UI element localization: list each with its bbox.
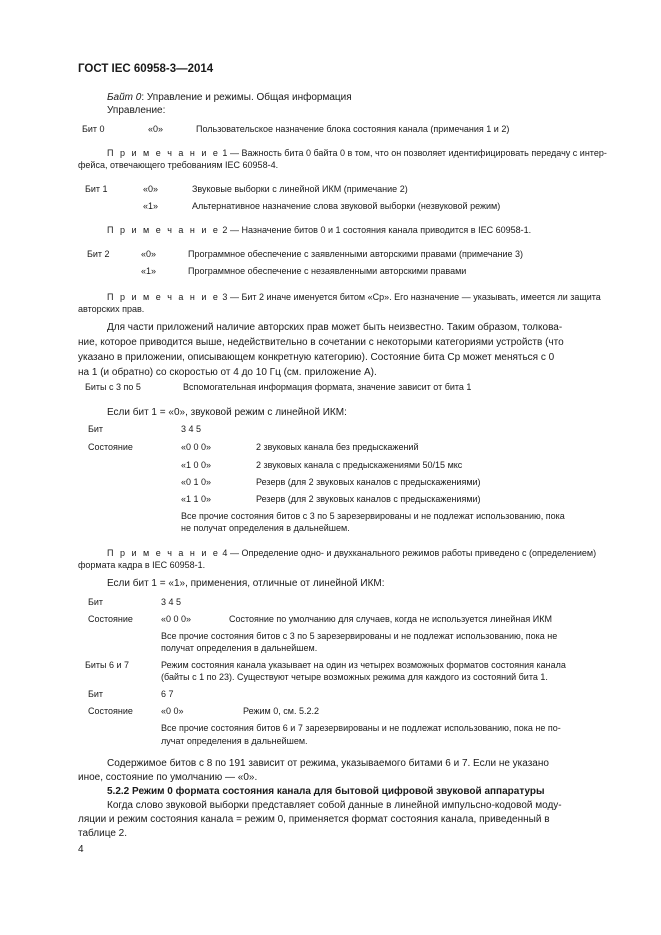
- if-bit1-0-reserved-line2: не получат определения в дальнейшем.: [181, 523, 350, 533]
- bit0-value: «0»: [148, 124, 164, 134]
- if-bit1-0-heading: Если бит 1 = «0», звуковой режим с линейной ИКМ:: [107, 407, 347, 418]
- bits67-reserved-line2: лучат определения в дальнейшем.: [161, 736, 308, 746]
- note3-num: 3: [222, 292, 228, 302]
- if-bit1-0-desc-3: Резерв (для 2 звуковых каналов с предыскажениями): [256, 494, 481, 504]
- if-bit1-0-state-label: Состояние: [88, 442, 133, 452]
- copyright-para-line4: на 1 (и обратно) со скоростью от 4 до 10 Гц (см. приложение A).: [78, 367, 377, 378]
- bit0-desc: Пользовательское назначение блока состояния канала (примечания 1 и 2): [196, 124, 510, 134]
- bits67-value: «0 0»: [161, 706, 184, 716]
- note3-label: П р и м е ч а н и е: [107, 292, 220, 302]
- if-bit1-0-value-2: «0 1 0»: [181, 477, 212, 487]
- copyright-para-line3: указано в приложении, описывающем конкретную категорию). Состояние бита Cp может меняться с 0: [78, 352, 555, 363]
- note4-label: П р и м е ч а н и е: [107, 548, 220, 558]
- copyright-para-line2: ние, которое приводится выше, недействительно в сочетании с некоторыми категориями устройств (что: [78, 337, 564, 348]
- bits67-bit-label: Бит: [88, 689, 104, 699]
- bits3to5-label: Биты с 3 по 5: [85, 382, 141, 392]
- bit2-desc-1: Программное обеспечение с незаявленными авторскими правами: [188, 266, 467, 276]
- copyright-para-line1: Для части приложений наличие авторских прав может быть неизвестно. Таким образом, толкова-: [107, 322, 563, 333]
- bits3to5-desc: Вспомогательная информация формата, значение зависит от бита 1: [183, 382, 472, 392]
- note1-num: 1: [222, 148, 228, 158]
- note4-line1: — Определение одно- и двухканального режимов работы приведено с (определением): [229, 548, 597, 558]
- if-bit1-0-desc-0: 2 звуковых канала без предыскажений: [256, 442, 419, 452]
- if-bit1-1-bit-label: Бит: [88, 597, 104, 607]
- bit2-value-0: «0»: [141, 249, 157, 259]
- if-bit1-1-bit-nums: 3 4 5: [161, 597, 182, 607]
- bits67-bit-nums: 6 7: [161, 689, 174, 699]
- page-number: 4: [78, 844, 84, 855]
- if-bit1-0-value-0: «0 0 0»: [181, 442, 212, 452]
- bit1-value-0: «0»: [143, 184, 159, 194]
- if-bit1-0-bit-label: Бит: [88, 424, 104, 434]
- note3-line1: — Бит 2 иначе именуется битом «Cp». Его назначение — указывать, имеется ли защита: [229, 292, 601, 302]
- note1: [107, 148, 607, 158]
- note4-line2: формата кадра в IEC 60958-1.: [78, 560, 206, 570]
- note1-label: П р и м е ч а н и е: [107, 148, 220, 158]
- document-id: ГОСТ IEC 60958-3—2014: [78, 63, 214, 75]
- mode0-para-line3: таблице 2.: [78, 828, 128, 839]
- if-bit1-0-desc-1: 2 звуковых канала с предыскажениями 50/15 мкс: [256, 460, 463, 470]
- note1-line2: фейса, отвечающего требованиям IEC 60958-4.: [78, 160, 279, 170]
- note2: [107, 225, 531, 235]
- note4-num: 4: [222, 548, 228, 558]
- bit1-desc-1: Альтернативное назначение слова звуковой выборки (незвуковой режим): [192, 201, 501, 211]
- bits67-state-label: Состояние: [88, 706, 133, 716]
- bit1-value-1: «1»: [143, 201, 159, 211]
- bits67-line2: (байты с 1 по 23). Существуют четыре возможных режима для каждого из состояний бита 1.: [161, 672, 548, 682]
- note3-line2: авторских прав.: [78, 304, 145, 314]
- bit1-label: Бит 1: [85, 184, 108, 194]
- bit2-value-1: «1»: [141, 266, 157, 276]
- mode0-para-line2: ляции и режим состояния канала = режим 0, применяется формат состояния канала, приведенный в: [78, 814, 550, 825]
- if-bit1-0-value-3: «1 1 0»: [181, 494, 212, 504]
- bits8-para-line2: иное, состояние по умолчанию — «0».: [78, 772, 258, 783]
- note2-label: П р и м е ч а н и е: [107, 225, 220, 235]
- note1-line1: — Важность бита 0 байта 0 в том, что он позволяет идентифицировать передачу с интер-: [229, 148, 607, 158]
- bit2-desc-0: Программное обеспечение с заявленными авторскими правами (примечание 3): [188, 249, 524, 259]
- byte0-title-rest: : Управление и режимы. Общая информация: [141, 92, 352, 103]
- if-bit1-1-desc: Состояние по умолчанию для случаев, когда не используется линейная ИКМ: [229, 614, 552, 624]
- bit2-label: Бит 2: [87, 249, 110, 259]
- bits8-para-line1: Содержимое битов с 8 по 191 зависит от режима, указываемого битами 6 и 7. Если не указано: [107, 758, 549, 769]
- if-bit1-0-bit-nums: 3 4 5: [181, 424, 202, 434]
- byte0-title-italic: Байт 0: [107, 92, 142, 103]
- bit0-label: Бит 0: [82, 124, 105, 134]
- byte0-subtitle: Управление:: [107, 105, 166, 116]
- if-bit1-0-value-1: «1 0 0»: [181, 460, 212, 470]
- mode0-para-line1: Когда слово звуковой выборки представляет собой данные в линейной импульсно-кодовой моду-: [107, 800, 562, 811]
- bits67-line1: Режим состояния канала указывает на один из четырех возможных форматов состояния канала: [161, 660, 566, 670]
- if-bit1-1-value: «0 0 0»: [161, 614, 192, 624]
- if-bit1-0-desc-2: Резерв (для 2 звуковых каналов с предыскажениями): [256, 477, 481, 487]
- byte0-title: [107, 92, 352, 103]
- if-bit1-1-state-label: Состояние: [88, 614, 133, 624]
- bits67-label: Биты 6 и 7: [85, 660, 130, 670]
- bits67-reserved-line1: Все прочие состояния битов 6 и 7 зарезервированы и не подлежат использованию, пока не по-: [161, 723, 561, 733]
- note3: [107, 292, 601, 302]
- note2-num: 2: [222, 225, 228, 235]
- bits67-desc: Режим 0, см. 5.2.2: [243, 706, 319, 716]
- if-bit1-1-reserved-line1: Все прочие состояния битов с 3 по 5 зарезервированы и не подлежат использованию, пока не: [161, 631, 558, 641]
- note2-text: — Назначение битов 0 и 1 состояния канала приводится в IEC 60958-1.: [229, 225, 532, 235]
- bit1-desc-0: Звуковые выборки с линейной ИКМ (примечание 2): [192, 184, 408, 194]
- if-bit1-0-reserved-line1: Все прочие состояния битов с 3 по 5 зарезервированы и не подлежат использованию, пока: [181, 511, 565, 521]
- if-bit1-1-heading: Если бит 1 = «1», применения, отличные от линейной ИКМ:: [107, 578, 385, 589]
- if-bit1-1-reserved-line2: получат определения в дальнейшем.: [161, 643, 318, 653]
- section-522-heading: 5.2.2 Режим 0 формата состояния канала для бытовой цифровой звуковой аппаратуры: [107, 786, 545, 797]
- note4: [107, 548, 596, 558]
